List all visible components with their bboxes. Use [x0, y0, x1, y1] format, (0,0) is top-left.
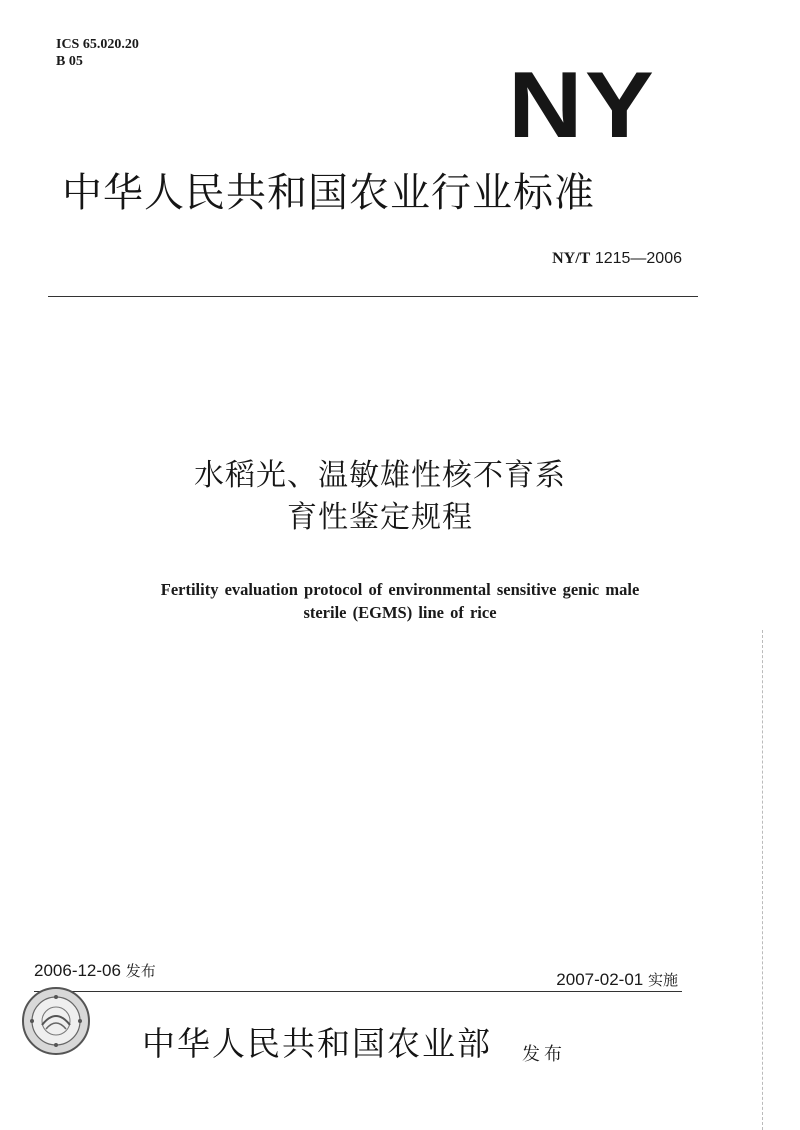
- standard-title: 中华人民共和国农业行业标准: [62, 170, 595, 216]
- issue-date-label: 发布: [125, 962, 156, 980]
- issue-date-value: 2006-12-06: [34, 961, 121, 980]
- class-code: B 05: [56, 54, 83, 69]
- issue-word: 发布: [522, 1044, 566, 1065]
- chinese-title: [100, 455, 660, 539]
- issue-date: [34, 960, 156, 981]
- standard-number-value: 1215—2006: [594, 250, 682, 267]
- standard-number: [552, 250, 682, 268]
- english-title-line-2: sterile (EGMS) line of rice: [303, 603, 497, 622]
- implementation-date-value: 2007-02-01: [556, 970, 644, 989]
- issuing-authority: 中华人民共和国农业部: [142, 1024, 492, 1063]
- ics-code: ICS 65.020.20: [56, 37, 139, 52]
- english-title: [60, 578, 740, 624]
- chinese-title-line-1: 水稻光、温敏雄性核不育系: [194, 458, 566, 493]
- header-divider: [48, 296, 698, 297]
- chinese-title-line-2: 育性鉴定规程: [287, 500, 473, 535]
- implementation-date-label: 实施: [647, 971, 678, 989]
- ny-logo: NY: [508, 52, 657, 157]
- page-edge-divider: [762, 630, 763, 1130]
- footer-divider: [34, 991, 682, 992]
- classification-codes: [56, 36, 139, 70]
- standard-number-prefix: NY/T: [552, 250, 591, 267]
- ministry-seal-icon: [20, 985, 92, 1057]
- implementation-date: [556, 969, 678, 990]
- english-title-line-1: Fertility evaluation protocol of environmental sensitive genic male: [160, 580, 640, 599]
